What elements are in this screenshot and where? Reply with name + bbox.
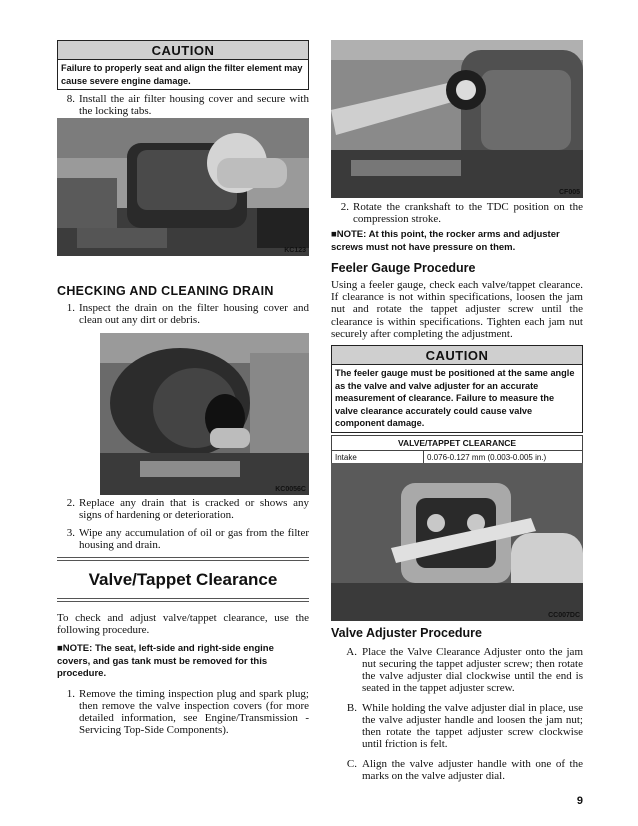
step-number: 3. [66, 527, 75, 539]
feeler-text: Using a feeler gauge, check each valve/tappet clearance. If clearance is not within specifications, loosen the jam nut and rotate the tappet adjuster screw until the clearance is within specifications. Tighten each jam nut securely after completing the adjustment. [331, 279, 583, 340]
caution-title: CAUTION [332, 346, 582, 365]
spec-table-title: VALVE/TAPPET CLEARANCE [331, 435, 583, 450]
adjuster-step-c [331, 758, 583, 782]
step-text: Remove the timing inspection plug and spark plug; then remove the valve inspection covers (for more detailed information, see Engine/Transmission - Servicing Top-Side Components). [79, 687, 309, 736]
note-bullet: ■ [331, 229, 337, 240]
page-number: 9 [576, 795, 583, 807]
valve-step-1 [57, 688, 309, 736]
drain-step-1 [57, 302, 309, 326]
step-text: Place the Valve Clearance Adjuster onto the jam nut securing the tappet adjuster screw; then rotate the valve adjuster dial clockwise until the end is seated in the tappet adjuster screw. [362, 646, 583, 694]
step-letter: A. [346, 646, 357, 658]
drain-heading: CHECKING AND CLEANING DRAIN [57, 284, 274, 298]
drain-step-2 [57, 497, 309, 521]
step-number: 2. [66, 497, 75, 509]
step-text: Wipe any accumulation of oil or gas from the filter housing and drain. [79, 527, 309, 551]
photo-drain [100, 333, 309, 495]
drain-step-3 [57, 527, 309, 551]
section-title: Valve/Tappet Clearance [88, 570, 278, 589]
note-rocker-arms [331, 229, 583, 254]
caution-box-feeler [331, 345, 583, 433]
note-bullet: ■ [57, 643, 63, 655]
note-covers [57, 643, 309, 681]
step-text: Install the air filter housing cover and secure with the locking tabs. [79, 93, 309, 118]
rule-bottom-2 [57, 601, 309, 602]
adjuster-heading: Valve Adjuster Procedure [331, 626, 482, 640]
adjuster-step-b [331, 702, 583, 750]
spec-value: 0.076-0.127 mm (0.003-0.005 in.) [424, 450, 583, 464]
photo-label: KC0056C [275, 486, 306, 493]
step-letter: C. [346, 758, 357, 770]
spec-name: Intake [332, 450, 424, 464]
step-letter: B. [346, 702, 357, 714]
photo-crankshaft [331, 40, 583, 198]
rule-bottom-1 [57, 598, 309, 599]
step-number: 8. [66, 93, 75, 106]
step-text: Rotate the crankshaft to the TDC position on the compression stroke. [353, 201, 583, 225]
step-text: While holding the valve adjuster dial in place, use the valve adjuster handle and loosen the jam nut; then rotate the tappet adjuster screw clockwise until friction is felt. [362, 702, 583, 750]
valve-step-2 [331, 201, 583, 225]
photo-label: CF005 [558, 189, 580, 196]
caution-box-filter [57, 40, 309, 90]
step-text: Replace any drain that is cracked or shows any signs of hardening or deterioration. [79, 497, 309, 521]
rule-top-1 [57, 557, 309, 558]
intro-text: To check and adjust valve/tappet clearance, use the following procedure. [57, 612, 309, 637]
note-text: NOTE: At this point, the rocker arms and adjuster screws must not have pressure on them. [331, 229, 560, 253]
caution-text: Failure to properly seat and align the filter element may cause severe engine damage. [61, 63, 303, 86]
feeler-heading: Feeler Gauge Procedure [331, 261, 476, 275]
caution-text: The feeler gauge must be positioned at the same angle as the valve and valve adjuster for an accurate measurement of clearance. Failure to measure the valve clearance accurately could cause valve component damage. [335, 368, 575, 429]
step-number: 1. [66, 687, 75, 700]
step-number: 2. [340, 201, 349, 213]
step-text: Inspect the drain on the filter housing cover and clean out any dirt or debris. [79, 302, 309, 326]
photo-label: KC123 [284, 247, 306, 254]
step-number: 1. [66, 302, 75, 314]
step-8 [57, 93, 309, 117]
adjuster-step-a [331, 646, 583, 694]
photo-label: CC007DC [548, 612, 580, 619]
photo-feeler-gauge [331, 463, 583, 621]
note-text: NOTE: The seat, left-side and right-side engine covers, and gas tank must be removed for this procedure. [57, 643, 274, 680]
section-title-block [57, 557, 309, 602]
caution-title: CAUTION [58, 41, 308, 60]
step-text: Align the valve adjuster handle with one of the marks on the valve adjuster dial. [362, 758, 583, 782]
photo-air-filter-housing [57, 118, 309, 256]
